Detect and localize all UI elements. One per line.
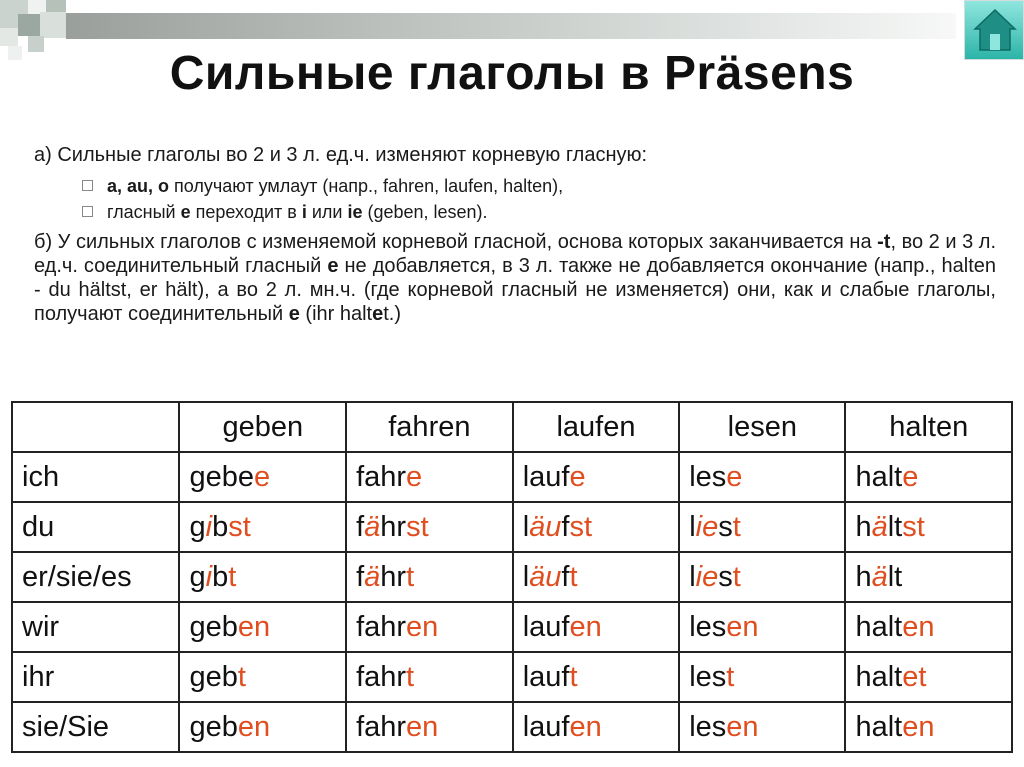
verb-form-cell-laufen: [513, 702, 680, 752]
verb-ending: en: [902, 610, 935, 643]
verb-stem: f: [356, 560, 365, 593]
verb-stem: halt: [855, 660, 903, 693]
bullet-vowel-change: [82, 202, 488, 223]
rule-b-text: [34, 230, 996, 326]
verb-ending: e: [254, 460, 271, 493]
verb-ending: et: [902, 660, 927, 693]
table-row: [12, 702, 1012, 752]
verb-ending: st: [569, 510, 593, 543]
rule-b-part: не добавляется, в 3 л. также не добавляется окончание (напр., halten - du hältst, er hält), а во 2 л. мн.ч. (где корневой гласный не изменяется) они, как и слабые глаголы, получают соединительный: [34, 255, 996, 325]
changed-vowel: ä: [871, 510, 888, 543]
verb-ending: t: [237, 660, 246, 693]
verb-ending: en: [406, 710, 439, 743]
rule-a-text: а) Сильные глаголы во 2 и 3 л. ед.ч. изменяют корневую гласную:: [34, 144, 648, 166]
bullet-bold: e: [180, 202, 191, 222]
verb-form-cell-lesen: [679, 452, 845, 502]
verb-ending: e: [569, 460, 586, 493]
verb-ending: en: [569, 710, 602, 743]
table-row: [12, 652, 1012, 702]
verb-form-cell-lesen: [679, 552, 845, 602]
verb-form-cell-fahren: [346, 502, 513, 552]
verb-stem: g: [189, 510, 206, 543]
pronoun-cell: wir: [12, 602, 179, 652]
verb-stem: lauf: [522, 710, 570, 743]
verb-ending: en: [406, 610, 439, 643]
verb-stem: l: [522, 560, 530, 593]
verb-form-cell-halten: [845, 552, 1012, 602]
verb-form-cell-fahren: [346, 552, 513, 602]
verb-stem: lauf: [522, 610, 570, 643]
verb-stem: halt: [855, 710, 903, 743]
verb-stem: fahr: [356, 610, 407, 643]
bullet-text: получают умлаут (напр., fahren, laufen, halten),: [169, 176, 564, 196]
table-header-row: [12, 402, 1012, 452]
verb-ending: e: [726, 460, 743, 493]
header-verb-lesen: lesen: [679, 402, 845, 452]
bullet-text: или: [306, 202, 348, 222]
verb-form-cell-laufen: [513, 452, 680, 502]
header-verb-geben: geben: [179, 402, 346, 452]
page-title: Сильные глаголы в Präsens: [169, 47, 855, 100]
verb-ending: t: [228, 560, 237, 593]
verb-form-cell-halten: [845, 602, 1012, 652]
verb-form-cell-halten: [845, 502, 1012, 552]
verb-stem: halt: [855, 460, 903, 493]
pronoun-cell: er/sie/es: [12, 552, 179, 602]
verb-stem: lauf: [522, 460, 570, 493]
verb-form-cell-geben: [179, 502, 346, 552]
header-verb-halten: halten: [845, 402, 1012, 452]
verb-stem: les: [689, 610, 727, 643]
verb-form-cell-geben: [179, 702, 346, 752]
verb-ending: t: [406, 560, 415, 593]
changed-vowel: i: [205, 510, 213, 543]
verb-stem: h: [855, 560, 872, 593]
verb-stem: fahr: [356, 460, 407, 493]
verb-form-cell-geben: [179, 602, 346, 652]
table-row: [12, 552, 1012, 602]
verb-stem: les: [689, 710, 727, 743]
rule-b-bold: e: [372, 303, 384, 325]
verb-ending: st: [228, 510, 251, 543]
verb-stem: geb: [189, 610, 238, 643]
verb-ending: en: [726, 610, 759, 643]
verb-ending: t: [732, 510, 741, 543]
header-corner-cell: [12, 402, 179, 452]
pronoun-cell: du: [12, 502, 179, 552]
verb-stem: h: [855, 510, 872, 543]
conjugation-table: [11, 401, 1013, 753]
verb-stem: hr: [380, 510, 407, 543]
verb-stem: geb: [189, 710, 238, 743]
verb-form-cell-fahren: [346, 602, 513, 652]
verb-ending: t: [406, 660, 415, 693]
bullet-bold: a, au, o: [107, 176, 170, 196]
verb-ending: st: [406, 510, 429, 543]
verb-form-cell-laufen: [513, 652, 680, 702]
verb-form-cell-laufen: [513, 602, 680, 652]
verb-form-cell-halten: [845, 702, 1012, 752]
verb-form-cell-halten: [845, 652, 1012, 702]
verb-form-cell-fahren: [346, 652, 513, 702]
changed-vowel: ie: [695, 560, 719, 593]
bullet-square-icon: [82, 180, 93, 191]
verb-ending: e: [406, 460, 423, 493]
changed-vowel: i: [205, 560, 213, 593]
pronoun-cell: sie/Sie: [12, 702, 179, 752]
verb-stem: f: [561, 560, 570, 593]
verb-stem: b: [212, 560, 229, 593]
verb-form-cell-fahren: [346, 702, 513, 752]
verb-stem: fahr: [356, 710, 407, 743]
changed-vowel: ie: [695, 510, 719, 543]
changed-vowel: äu: [529, 560, 562, 593]
verb-ending: t: [726, 660, 735, 693]
verb-ending: t: [569, 660, 578, 693]
header-verb-fahren: fahren: [346, 402, 513, 452]
verb-stem: les: [689, 460, 727, 493]
verb-stem: lt: [887, 560, 903, 593]
verb-stem: l: [689, 560, 696, 593]
verb-stem: l: [522, 510, 530, 543]
rule-b-part: , во 2 и 3 л. ед.ч. соединительный гласный: [34, 231, 996, 277]
verb-form-cell-laufen: [513, 502, 680, 552]
verb-stem: fahr: [356, 660, 407, 693]
verb-form-cell-fahren: [346, 452, 513, 502]
changed-vowel: ä: [364, 560, 381, 593]
verb-stem: f: [561, 510, 570, 543]
rule-b-bold: e: [288, 303, 300, 325]
verb-ending: e: [902, 460, 919, 493]
verb-ending: t: [569, 560, 578, 593]
verb-stem: gebe: [189, 460, 254, 493]
verb-form-cell-geben: [179, 452, 346, 502]
verb-stem: b: [212, 510, 229, 543]
verb-stem: g: [189, 560, 206, 593]
bullet-text: гласный: [107, 202, 181, 222]
verb-ending: t: [732, 560, 741, 593]
verb-form-cell-geben: [179, 652, 346, 702]
verb-form-cell-lesen: [679, 702, 845, 752]
verb-stem: s: [718, 510, 733, 543]
table-row: [12, 452, 1012, 502]
changed-vowel: äu: [529, 510, 562, 543]
rule-b-bold: -t: [877, 231, 891, 253]
pronoun-cell: ich: [12, 452, 179, 502]
rule-b-bold: e: [327, 255, 339, 277]
table-row: [12, 602, 1012, 652]
changed-vowel: ä: [364, 510, 381, 543]
verb-ending: en: [569, 610, 602, 643]
bullet-text: переходит в: [190, 202, 302, 222]
header-verb-laufen: laufen: [513, 402, 680, 452]
rule-b-part: б) У сильных глаголов с изменяемой корневой гласной, основа которых заканчивается на: [34, 231, 878, 253]
bullet-umlaut: [82, 176, 563, 197]
verb-ending: en: [726, 710, 759, 743]
verb-stem: hr: [380, 560, 407, 593]
verb-stem: lt: [887, 510, 903, 543]
verb-form-cell-lesen: [679, 502, 845, 552]
verb-ending: en: [902, 710, 935, 743]
verb-form-cell-halten: [845, 452, 1012, 502]
bullet-square-icon: [82, 206, 93, 217]
verb-form-cell-lesen: [679, 652, 845, 702]
verb-stem: s: [718, 560, 733, 593]
bullet-text: (geben, lesen).: [362, 202, 488, 222]
table-row: [12, 502, 1012, 552]
verb-stem: f: [356, 510, 365, 543]
verb-form-cell-lesen: [679, 602, 845, 652]
header-bar: [66, 13, 956, 39]
verb-form-cell-laufen: [513, 552, 680, 602]
bullet-bold: ie: [347, 202, 363, 222]
changed-vowel: ä: [871, 560, 888, 593]
verb-form-cell-geben: [179, 552, 346, 602]
pronoun-cell: ihr: [12, 652, 179, 702]
rule-b-part: t.): [383, 303, 402, 325]
verb-stem: les: [689, 660, 727, 693]
verb-stem: l: [689, 510, 696, 543]
verb-ending: st: [902, 510, 925, 543]
verb-ending: en: [237, 610, 271, 643]
verb-ending: en: [237, 710, 271, 743]
bullet-bold: i: [301, 202, 307, 222]
verb-stem: geb: [189, 660, 238, 693]
verb-stem: halt: [855, 610, 903, 643]
rule-b-part: (ihr halt: [299, 303, 373, 325]
verb-stem: lauf: [522, 660, 570, 693]
